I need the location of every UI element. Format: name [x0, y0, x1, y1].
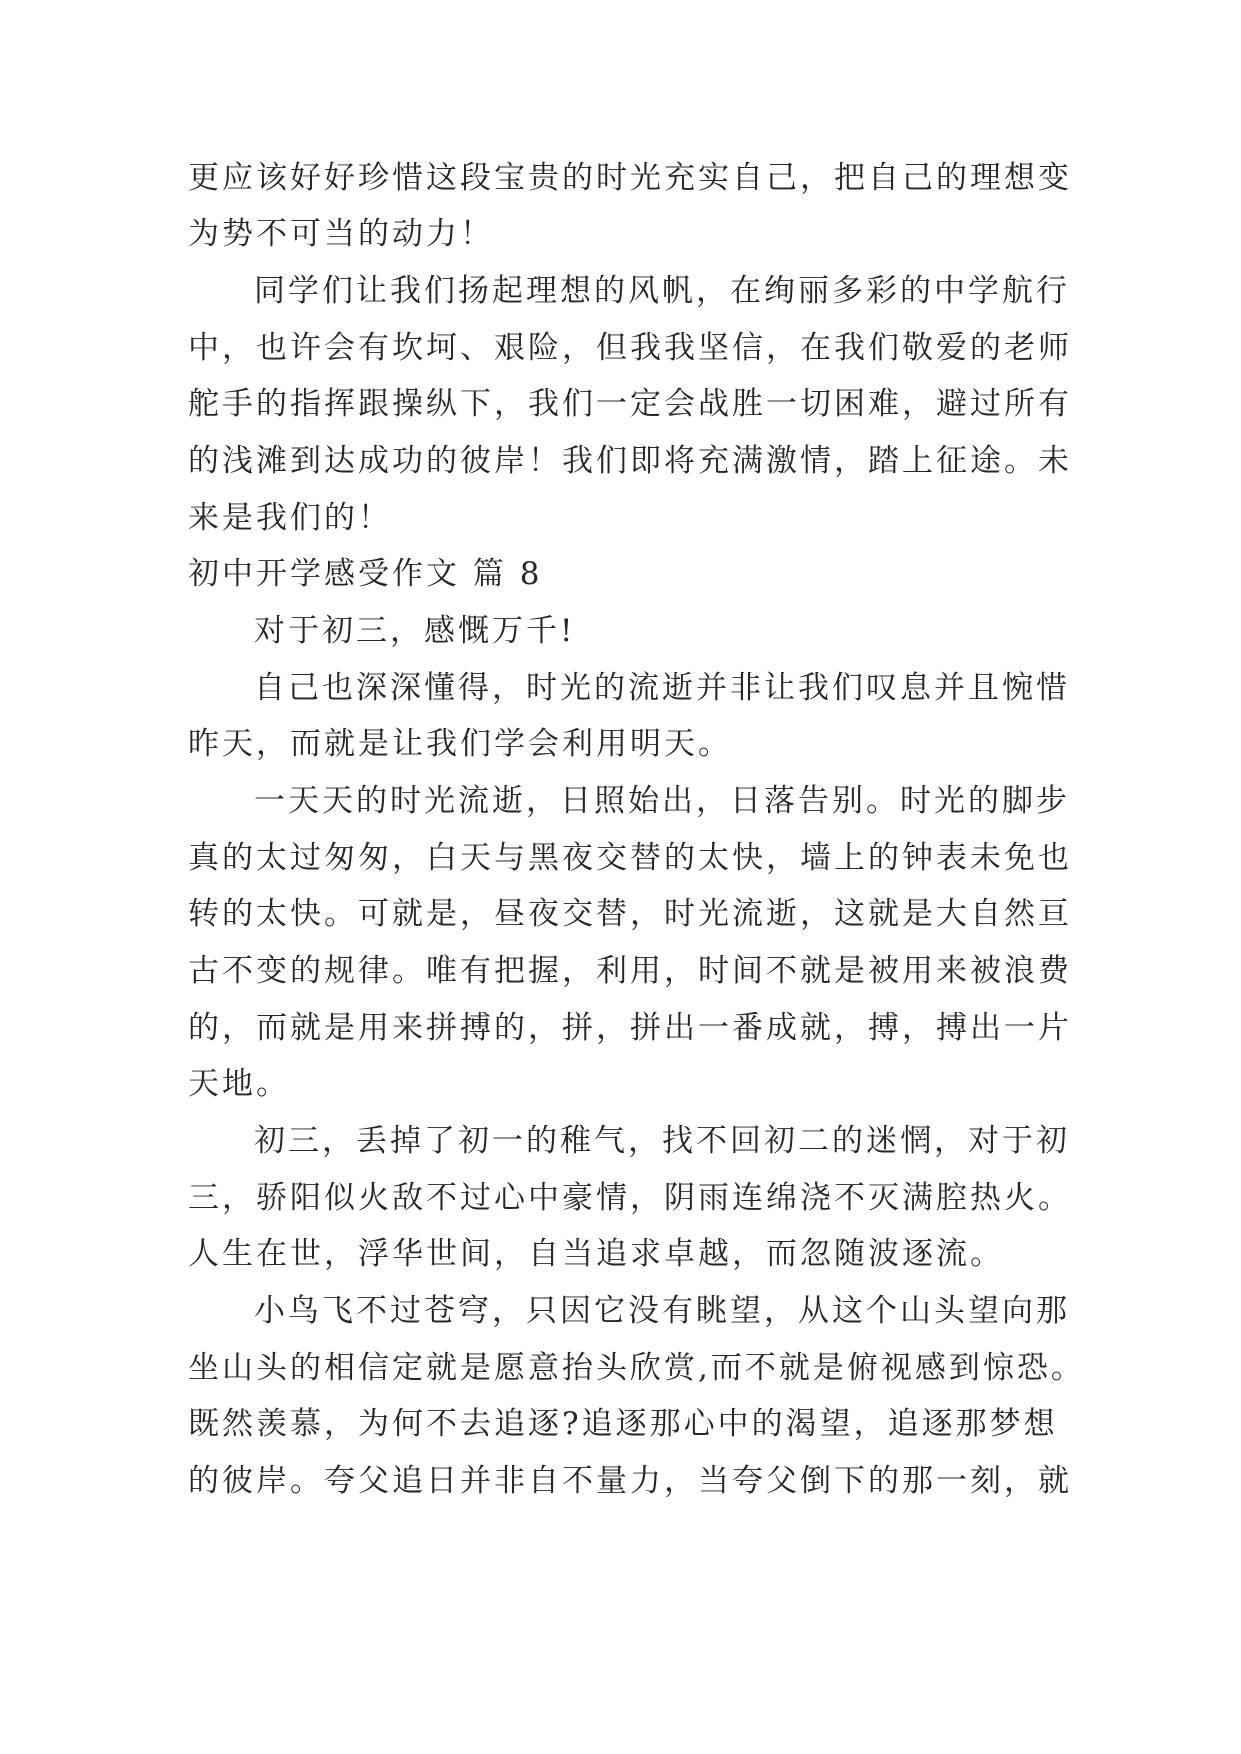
paragraph-start-line: 小鸟飞不过苍穹，只因它没有眺望，从这个山头望向那	[254, 1293, 1070, 1329]
section-heading: 初中开学感受作文 篇 8	[188, 556, 543, 592]
paragraph-start-line: 初三，丢掉了初一的稚气，找不回初二的迷惘，对于初	[254, 1123, 1070, 1159]
text-line: 转的太快。可就是，昼夜交替，时光流逝，这就是大自然亘	[188, 896, 1072, 932]
paragraph-start-line: 一天天的时光流逝，日照始出，日落告别。时光的脚步	[254, 783, 1070, 819]
text-line: 人生在世，浮华世间，自当追求卓越，而忽随波逐流。	[188, 1236, 1004, 1272]
text-line: 坐山头的相信定就是愿意抬头欣赏,而不就是俯视感到惊恐。	[188, 1350, 1085, 1386]
text-line: 三，骄阳似火敌不过心中豪情，阴雨连绵浇不灭满腔热火。	[188, 1180, 1072, 1216]
text-line: 舵手的指挥跟操纵下，我们一定会战胜一切困难，避过所有	[188, 386, 1072, 422]
paragraph-start-line: 对于初三，感慨万千!	[254, 613, 576, 649]
text-line: 天地。	[188, 1066, 290, 1102]
text-line: 既然羡慕，为何不去追逐?追逐那心中的渴望，追逐那梦想	[188, 1406, 1058, 1442]
text-line: 更应该好好珍惜这段宝贵的时光充实自己，把自己的理想变	[188, 160, 1072, 196]
text-line: 的，而就是用来拼搏的，拼，拼出一番成就，搏，搏出一片	[188, 1010, 1072, 1046]
text-line: 中，也许会有坎坷、艰险，但我我坚信，在我们敬爱的老师	[188, 330, 1072, 366]
text-line: 的彼岸。夸父追日并非自不量力，当夸父倒下的那一刻，就	[188, 1463, 1072, 1499]
text-line: 的浅滩到达成功的彼岸！我们即将充满激情，踏上征途。未	[188, 443, 1072, 479]
paragraph-start-line: 自己也深深懂得，时光的流逝并非让我们叹息并且惋惜	[254, 670, 1070, 706]
text-line: 古不变的规律。唯有把握，利用，时间不就是被用来被浪费	[188, 953, 1072, 989]
text-line: 昨天，而就是让我们学会利用明天。	[188, 726, 732, 762]
text-line: 为势不可当的动力！	[188, 216, 494, 252]
paragraph-start-line: 同学们让我们扬起理想的风帆，在绚丽多彩的中学航行	[254, 273, 1070, 309]
text-line: 真的太过匆匆，白天与黑夜交替的太快，墙上的钟表未免也	[188, 840, 1072, 876]
text-line: 来是我们的！	[188, 500, 392, 536]
